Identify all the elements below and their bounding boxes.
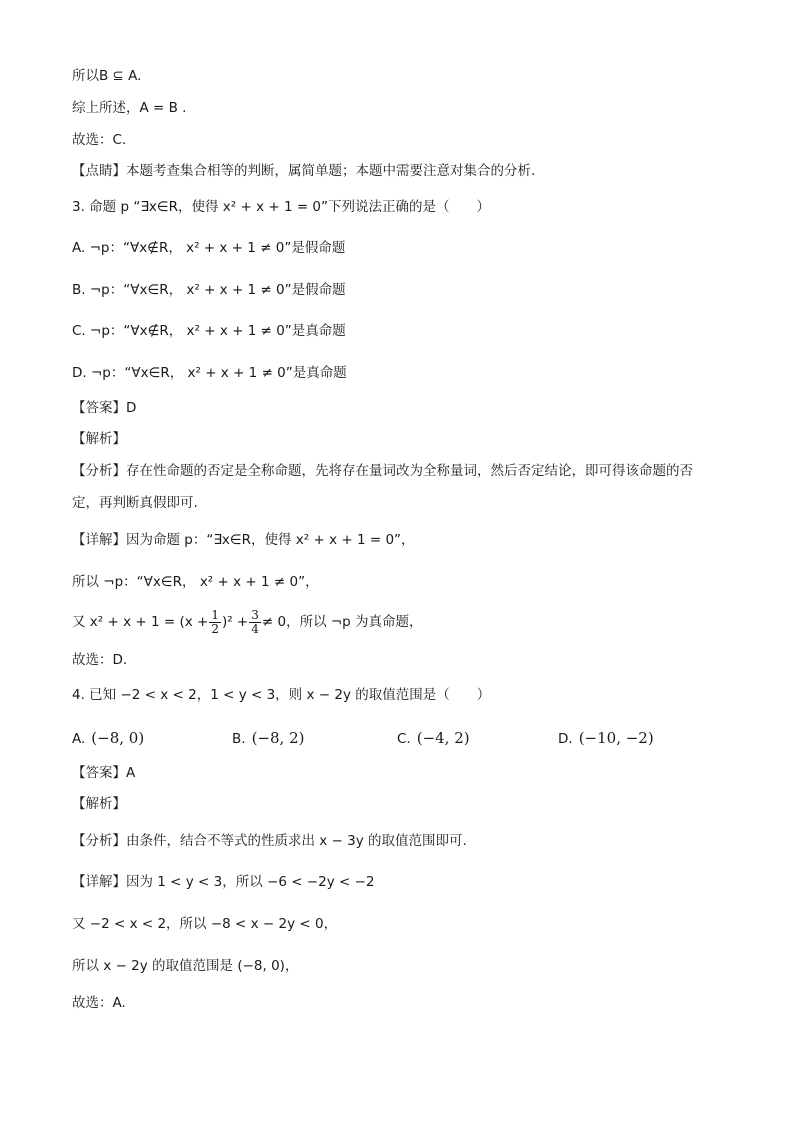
fraction-denominator: 2 <box>211 621 219 636</box>
text-line: 故选：A. <box>72 995 126 1011</box>
detail-text: 所以 ¬p：“∀x∈R， x² + x + 1 ≠ 0”， <box>72 574 319 590</box>
analysis-heading: 【解析】 <box>72 431 126 447</box>
detail-text: 所以 x − 2y 的取值范围是 (−8, 0)， <box>72 958 299 974</box>
question-3-option-c: C. ¬p：“∀x∉R， x² + x + 1 ≠ 0”是真命题 <box>72 323 346 339</box>
comment-note: 【点睛】本题考查集合相等的判断，属简单题；本题中需要注意对集合的分析. <box>72 163 536 179</box>
equation-part: )² + <box>221 614 249 630</box>
detail-text: 又 −2 < x < 2，所以 −8 < x − 2y < 0， <box>72 916 338 932</box>
answer-label: 【答案】A <box>72 765 136 781</box>
option-value: (−4, 2) <box>416 729 470 747</box>
text-line: 故选：D. <box>72 652 128 668</box>
equation-part: 又 x² + x + 1 = (x + <box>72 614 209 630</box>
fraction-numerator: 1 <box>211 607 219 622</box>
option-value: (−8, 2) <box>251 729 305 747</box>
equation-part: ≠ 0，所以 ¬p 为真命题， <box>261 614 423 630</box>
question-3-option-d: D. ¬p：“∀x∈R， x² + x + 1 ≠ 0”是真命题 <box>72 365 347 381</box>
fraction-denominator: 4 <box>251 621 259 636</box>
question-4-stem: 4. 已知 −2 < x < 2，1 < y < 3，则 x − 2y 的取值范围是（ ） <box>72 687 491 703</box>
analysis-text: 【分析】由条件，结合不等式的性质求出 x − 3y 的取值范围即可. <box>72 833 467 849</box>
detail-text: 【详解】因为命题 p：“∃x∈R，使得 x² + x + 1 = 0”， <box>72 532 415 548</box>
text-line: 故选：C. <box>72 132 127 148</box>
answer-label: 【答案】D <box>72 400 137 416</box>
question-4-option-b <box>232 728 304 749</box>
analysis-text: 定，再判断真假即可. <box>72 495 198 511</box>
option-letter: D. <box>558 731 573 747</box>
fraction-numerator: 3 <box>251 607 259 622</box>
option-value: (−8, 0) <box>91 729 145 747</box>
fraction-three-quarters <box>249 609 261 636</box>
text-line: 综上所述，A = B . <box>72 100 187 116</box>
question-4-option-a <box>72 728 144 749</box>
question-3-stem: 3. 命题 p “∃x∈R，使得 x² + x + 1 = 0”下列说法正确的是（ ） <box>72 199 491 215</box>
text-line: 所以B ⊆ A. <box>72 68 142 84</box>
question-3-option-b: B. ¬p：“∀x∈R， x² + x + 1 ≠ 0”是假命题 <box>72 282 346 298</box>
question-4-option-d <box>558 728 654 749</box>
question-3-option-a: A. ¬p：“∀x∉R， x² + x + 1 ≠ 0”是假命题 <box>72 240 346 256</box>
detail-text: 【详解】因为 1 < y < 3，所以 −6 < −2y < −2 <box>72 874 375 890</box>
option-value: (−10, −2) <box>578 729 654 747</box>
detail-equation <box>72 608 754 636</box>
option-letter: A. <box>72 731 86 747</box>
analysis-text: 【分析】存在性命题的否定是全称命题，先将存在量词改为全称量词，然后否定结论，即可得该命题的否 <box>72 463 693 479</box>
option-letter: B. <box>232 731 246 747</box>
analysis-heading: 【解析】 <box>72 796 126 812</box>
question-4-option-c <box>397 728 470 749</box>
option-letter: C. <box>397 731 411 747</box>
fraction-one-half <box>209 609 221 636</box>
